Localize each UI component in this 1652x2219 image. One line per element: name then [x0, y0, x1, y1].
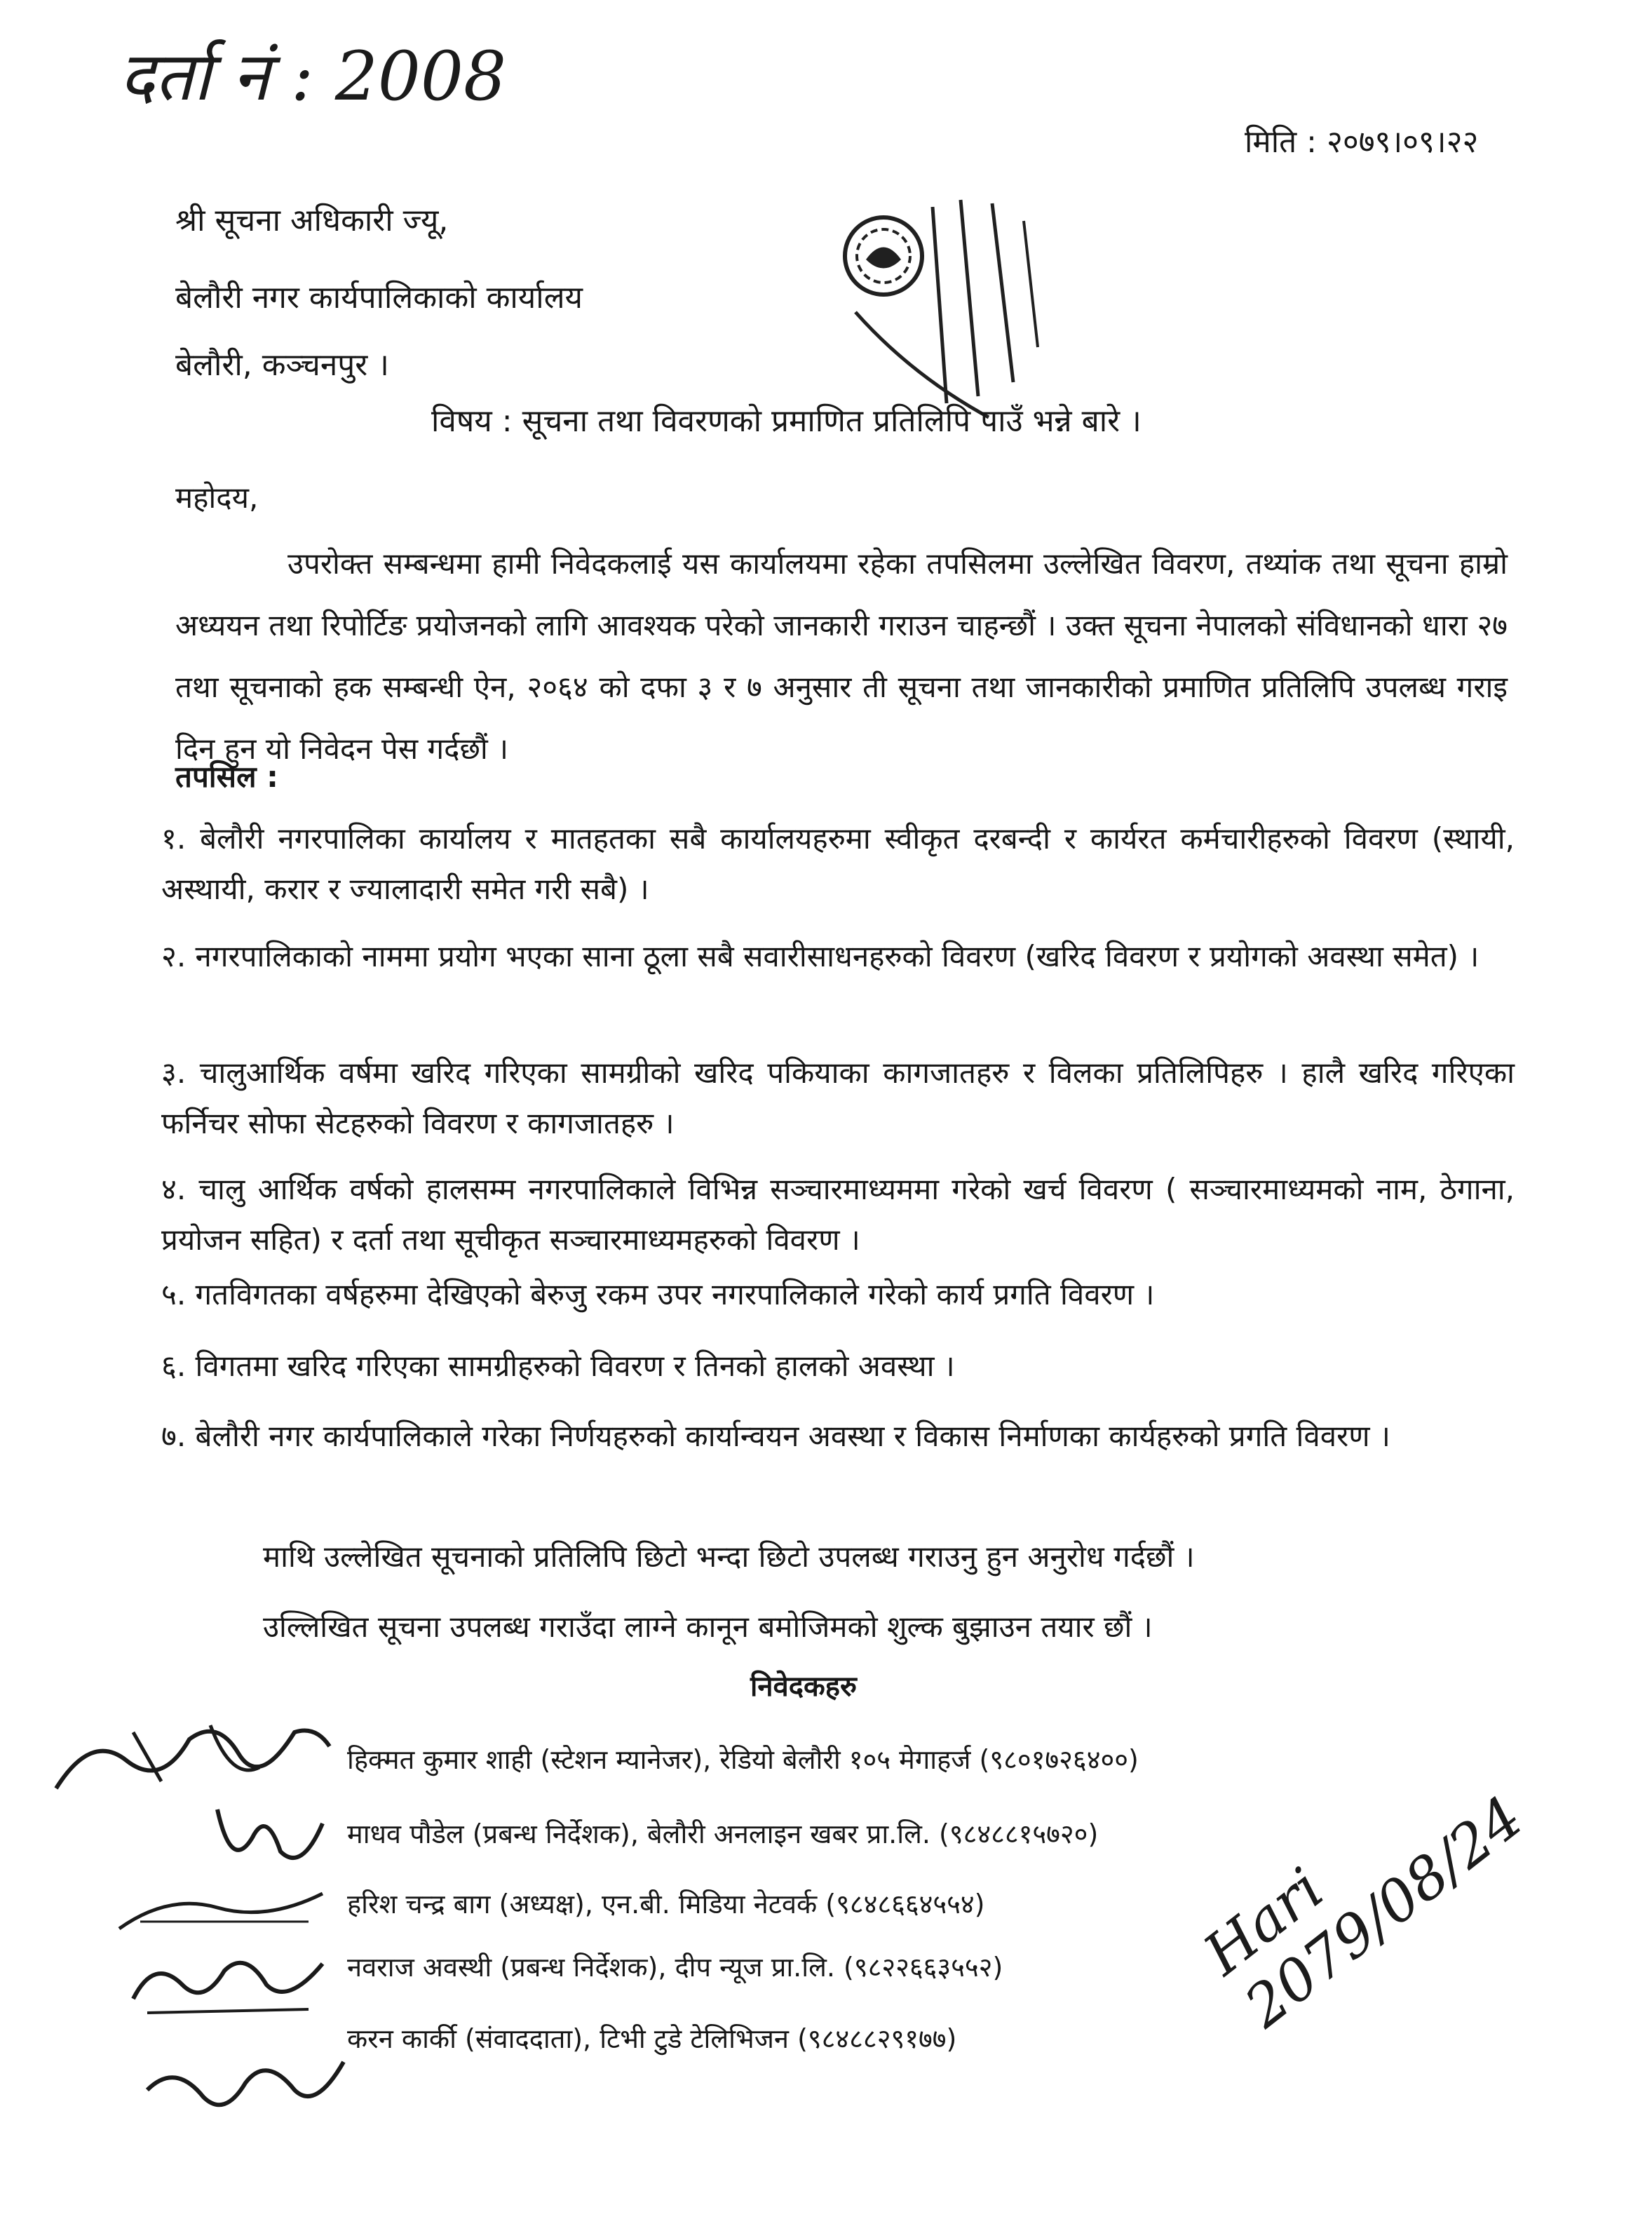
- list-item: १. बेलौरी नगरपालिका कार्यालय र मातहतका सबै कार्यालयहरुमा स्वीकृत दरबन्दी र कार्यरत कर्मचारीहरुको विवरण (स्थायी, अस्थायी, करार र ज्यालादारी समेत गरी सबै) ।: [161, 821, 1515, 906]
- closing-line-2: उल्लिखित सूचना उपलब्ध गराउँदा लाग्ने कानून बमोजिमको शुल्क बुझाउन तयार छौं ।: [263, 1610, 1153, 1644]
- list-item: २. नगरपालिकाको नाममा प्रयोग भएका साना ठूला सबै सवारीसाधनहरुको विवरण (खरिद विवरण र प्रयोगको अवस्था समेत) ।: [161, 939, 1480, 973]
- applicant-row: माधव पौडेल (प्रबन्ध निर्देशक), बेलौरी अनलाइन खबर प्रा.लि. (९८४८८१५७२०): [347, 1819, 1099, 1849]
- office-seal-icon: [827, 193, 1052, 424]
- list-item: ७. बेलौरी नगर कार्यपालिकाले गरेका निर्णयहरुको कार्यान्वयन अवस्था र विकास निर्माणका कार्यहरुको प्रगति विवरण ।: [161, 1419, 1390, 1453]
- list-item: ६. विगतमा खरिद गरिएका सामग्रीहरुको विवरण र तिनको हालको अवस्था ।: [161, 1349, 955, 1383]
- applicant-row: हरिश चन्द्र बाग (अध्यक्ष), एन.बी. मिडिया नेटवर्क (९८४८६६४५५४): [347, 1889, 985, 1920]
- body-paragraph: उपरोक्त सम्बन्धमा हामी निवेदकलाई यस कार्यालयमा रहेका तपसिलमा उल्लेखित विवरण, तथ्यांक तथा सूचना हाम्रो अध्ययन तथा रिपोर्टिङ प्रयोजनको लागि आवश्यक परेको जानकारी गराउन चाहन्छौं । उक्त सूचना नेपालको संविधानको धारा २७ तथा सूचनाको हक सम्बन्धी ऐन, २०६४ को दफा ३ र ७ अनुसार ती सूचना तथा जानकारीको प्रमाणित प्रतिलिपि उपलब्ध गराइ दिन हुन यो निवेदन पेस गर्दछौं ।: [175, 546, 1508, 766]
- applicants-heading: निवेदकहरु: [750, 1671, 857, 1703]
- registration-number-handwritten: दर्ता नं : 2008: [119, 37, 507, 116]
- signature-5-icon: [140, 2048, 351, 2125]
- date-line: मिति : २०७९।०९।२२: [1245, 124, 1479, 160]
- signature-2-icon: [210, 1795, 337, 1880]
- signature-3-icon: [112, 1880, 337, 1943]
- signature-1-icon: [49, 1704, 344, 1802]
- recipient-line-1: श्री सूचना अधिकारी ज्यू,: [175, 203, 449, 238]
- recipient-line-3: बेलौरी, कञ्चनपुर ।: [175, 347, 389, 383]
- applicant-row: हिक्मत कुमार शाही (स्टेशन म्यानेजर), रेडियो बेलौरी १०५ मेगाहर्ज (९८०१७२६४००): [347, 1744, 1139, 1775]
- received-note-handwritten: Hari 2079/08/24: [1192, 1783, 1536, 2041]
- applicant-row: नवराज अवस्थी (प्रबन्ध निर्देशक), दीप न्यूज प्रा.लि. (९८२२६६३५५२): [347, 1952, 1003, 1983]
- list-item: ३. चालुआर्थिक वर्षमा खरिद गरिएका सामग्रीको खरिद पकियाका कागजातहरु र विलका प्रतिलिपिहरु । हालै खरिद गरिएका फर्निचर सोफा सेटहरुको विवरण र कागजातहरु ।: [161, 1055, 1515, 1140]
- applicant-row: करन कार्की (संवाददाता), टिभी टुडे टेलिभिजन (९८४८८२९१७७): [347, 2023, 957, 2054]
- recipient-line-2: बेलौरी नगर कार्यपालिकाको कार्यालय: [175, 280, 583, 316]
- signature-4-icon: [126, 1943, 337, 2020]
- list-item: ४. चालु आर्थिक वर्षको हालसम्म नगरपालिकाले विभिन्न सञ्चारमाध्यममा गरेको खर्च विवरण ( सञ्चारमाध्यमको नाम, ठेगाना, प्रयोजन सहित) र दर्ता तथा सूचीकृत सञ्चारमाध्यमहरुको विवरण ।: [161, 1172, 1515, 1257]
- closing-line-1: माथि उल्लेखित सूचनाको प्रतिलिपि छिटो भन्दा छिटो उपलब्ध गराउनु हुन अनुरोध गर्दछौं ।: [263, 1539, 1195, 1574]
- tapsil-heading: तपसिल :: [175, 760, 278, 794]
- salutation: महोदय,: [175, 480, 259, 515]
- subject-line: विषय : सूचना तथा विवरणको प्रमाणित प्रतिलिपि पाउँ भन्ने बारे ।: [431, 403, 1142, 439]
- list-item: ५. गतविगतका वर्षहरुमा देखिएको बेरुजु रकम उपर नगरपालिकाले गरेको कार्य प्रगति विवरण ।: [161, 1277, 1155, 1311]
